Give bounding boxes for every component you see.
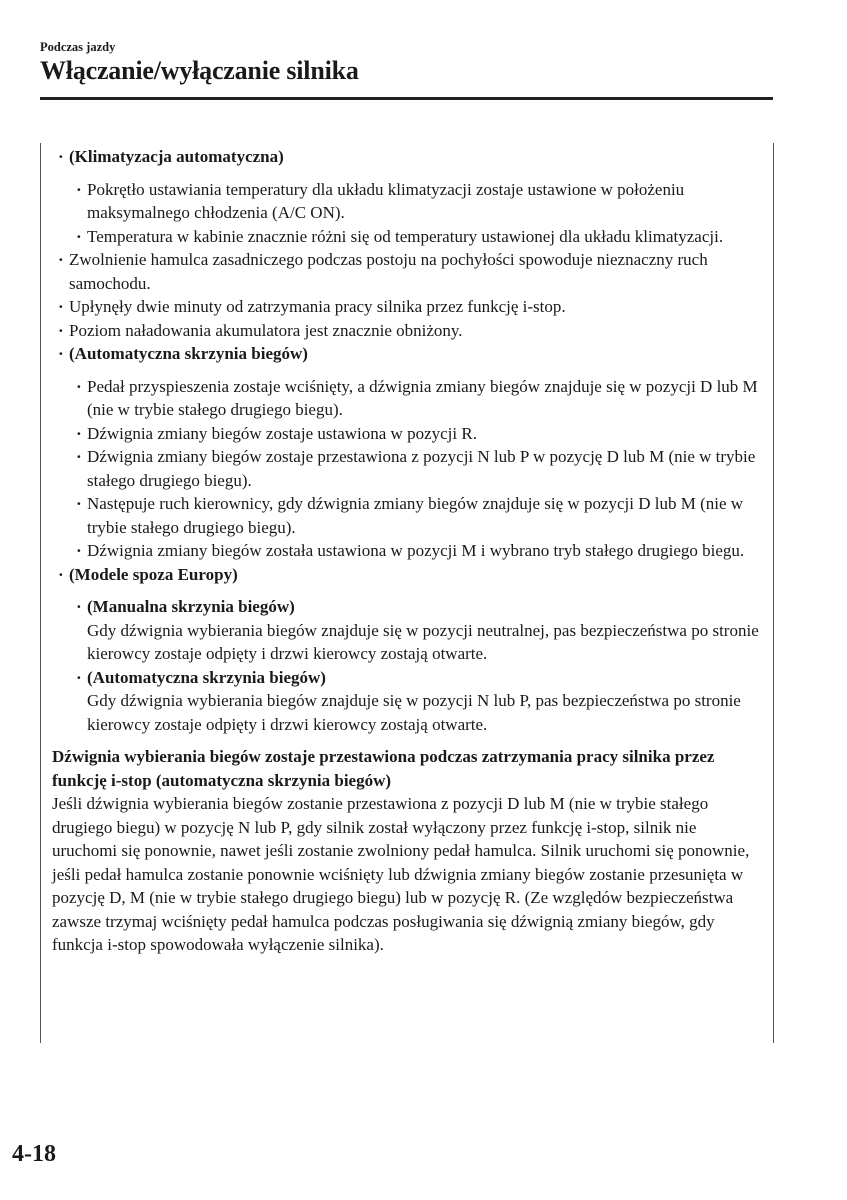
auto-item: · Pedał przyspieszenia zostaje wciśnięty, a dźwignia zmiany biegów znajduje się w pozycji D lub M (nie w trybie stałego drugiego biegu). — [52, 375, 764, 422]
content-body — [52, 145, 764, 957]
section-label: Podczas jazdy — [40, 40, 116, 54]
auto2-heading: · (Automatyczna skrzynia biegów) — [52, 666, 764, 690]
general-item: · Upłynęły dwie minuty od zatrzymania pracy silnika przez funkcję i-stop. — [52, 295, 764, 319]
general-item: · Poziom naładowania akumulatora jest znacznie obniżony. — [52, 319, 764, 343]
general-item: · Zwolnienie hamulca zasadniczego podczas postoju na pochyłości spowoduje nieznaczny ruch samochodu. — [52, 248, 764, 295]
subsection-text: Jeśli dźwignia wybierania biegów zostanie przestawiona z pozycji D lub M (nie w trybie stałego drugiego biegu) w pozycję N lub P, gdy silnik został wyłączony przez funkcję i-stop, silnik nie uruchomi się ponownie, nawet jeśli zostanie zwolniony pedał hamulca. Silnik uruchomi się ponownie, jeśli pedał hamulca zostanie ponownie wciśnięty lub dźwignia zmiany biegów zostanie przesunięta w pozycję D, M (nie w trybie stałego drugiego biegu) lub w pozycję R. (Ze względów bezpieczeństwa zawsze trzymaj wciśnięty pedał hamulca podczas posługiwania się dźwignią zmiany biegów, gdy funkcja i-stop spowodowała wyłączenie silnika). — [52, 794, 750, 954]
auto-item: · Dźwignia zmiany biegów zostaje przestawiona z pozycji N lub P w pozycję D lub M (nie w trybie stałego drugiego biegu). — [52, 445, 764, 492]
subsection-heading: Dźwignia wybierania biegów zostaje przestawiona podczas zatrzymania pracy silnika przez funkcję i-stop (automatyczna skrzynia biegów) — [52, 747, 715, 790]
content-border-right — [773, 143, 774, 1043]
auto-item: · Następuje ruch kierownicy, gdy dźwignia zmiany biegów znajduje się w pozycji D lub M (nie w trybie stałego drugiego biegu). — [52, 492, 764, 539]
manual-text: Gdy dźwignia wybierania biegów znajduje się w pozycji neutralnej, pas bezpieczeństwa po stronie kierowcy zostaje odpięty i drzwi kierowcy zostają otwarte. — [87, 620, 759, 663]
auto2-text: Gdy dźwignia wybierania biegów znajduje się w pozycji N lub P, pas bezpieczeństwa po stronie kierowcy zostaje odpięty i drzwi kierowcy zostają otwarte. — [87, 691, 741, 734]
auto-heading: · (Automatyczna skrzynia biegów) — [52, 342, 764, 366]
content-border-left — [40, 143, 41, 1043]
non-europe-heading: · (Modele spoza Europy) — [52, 563, 764, 587]
auto-item: · Dźwignia zmiany biegów została ustawiona w pozycji M i wybrano tryb stałego drugiego biegu. — [52, 539, 764, 563]
auto-item: · Dźwignia zmiany biegów zostaje ustawiona w pozycji R. — [52, 422, 764, 446]
climate-item: · Temperatura w kabinie znacznie różni się od temperatury ustawionej dla układu klimatyzacji. — [52, 225, 764, 249]
page-number: 4-18 — [12, 1141, 56, 1167]
climate-heading: · (Klimatyzacja automatyczna) — [52, 145, 764, 169]
climate-item: · Pokrętło ustawiania temperatury dla układu klimatyzacji zostaje ustawione w położeniu maksymalnego chłodzenia (A/C ON). — [52, 178, 764, 225]
manual-heading: · (Manualna skrzynia biegów) — [52, 595, 764, 619]
title-rule — [40, 97, 773, 100]
page-title: Włączanie/wyłączanie silnika — [40, 56, 359, 85]
